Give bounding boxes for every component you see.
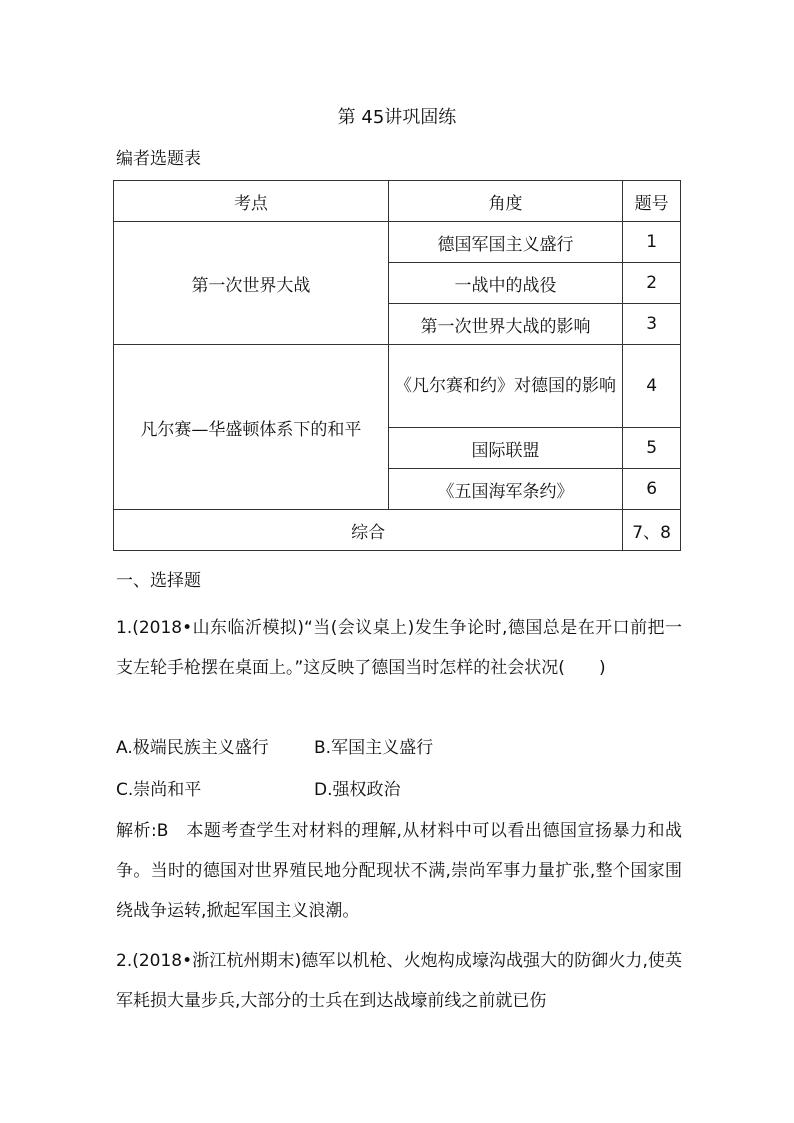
option-d: D.强权政治 [314, 780, 401, 800]
question-2-stem: 2.(2018•浙江杭州期末)德军以机枪、火炮构成壕沟战强大的防御火力,使英军耗损大量步兵,大部分的士兵在到达战壕前线之前就已伤 [116, 951, 682, 1011]
question-1-analysis: 解析:B 本题考查学生对材料的理解,从材料中可以看出德国宣扬暴力和战争。当时的德国对世界殖民地分配现状不满,崇尚军事力量扩张,整个国家围绕战争运转,掀起军国主义浪潮。 [116, 821, 682, 921]
topic-cell-versailles: 凡尔赛—华盛顿体系下的和平 [114, 345, 389, 510]
section-heading: 一、选择题 [116, 571, 201, 591]
page-title: 第 45讲巩固练 [337, 107, 457, 128]
header-topic: 考点 [114, 181, 389, 222]
table-row [114, 345, 681, 428]
table-header-row [114, 181, 681, 222]
summary-number: 7、8 [623, 510, 681, 551]
angle-cell: 《五国海军条约》 [388, 469, 622, 510]
table-summary-row [114, 510, 681, 551]
table-caption: 编者选题表 [116, 149, 201, 169]
number-cell: 4 [623, 345, 681, 428]
angle-cell: 德国军国主义盛行 [388, 222, 622, 263]
number-cell: 1 [623, 222, 681, 263]
number-cell: 2 [623, 263, 681, 304]
topic-selection-table [113, 180, 681, 551]
topic-cell-wwi: 第一次世界大战 [114, 222, 389, 345]
angle-cell: 一战中的战役 [388, 263, 622, 304]
question-1-stem: 1.(2018•山东临沂模拟)“当(会议桌上)发生争论时,德国总是在开口前把一支左轮手枪摆在桌面上。”这反映了德国当时怎样的社会状况( ) [116, 618, 682, 678]
header-angle: 角度 [388, 181, 622, 222]
option-a: A.极端民族主义盛行 [116, 738, 269, 758]
summary-label: 综合 [114, 510, 623, 551]
option-b: B.军国主义盛行 [314, 738, 434, 758]
number-cell: 3 [623, 304, 681, 345]
angle-cell: 第一次世界大战的影响 [388, 304, 622, 345]
angle-cell: 《凡尔赛和约》对德国的影响 [388, 345, 622, 428]
header-number: 题号 [623, 181, 681, 222]
number-cell: 5 [623, 428, 681, 469]
table-row [114, 222, 681, 263]
number-cell: 6 [623, 469, 681, 510]
option-c: C.崇尚和平 [116, 780, 202, 800]
angle-cell: 国际联盟 [388, 428, 622, 469]
